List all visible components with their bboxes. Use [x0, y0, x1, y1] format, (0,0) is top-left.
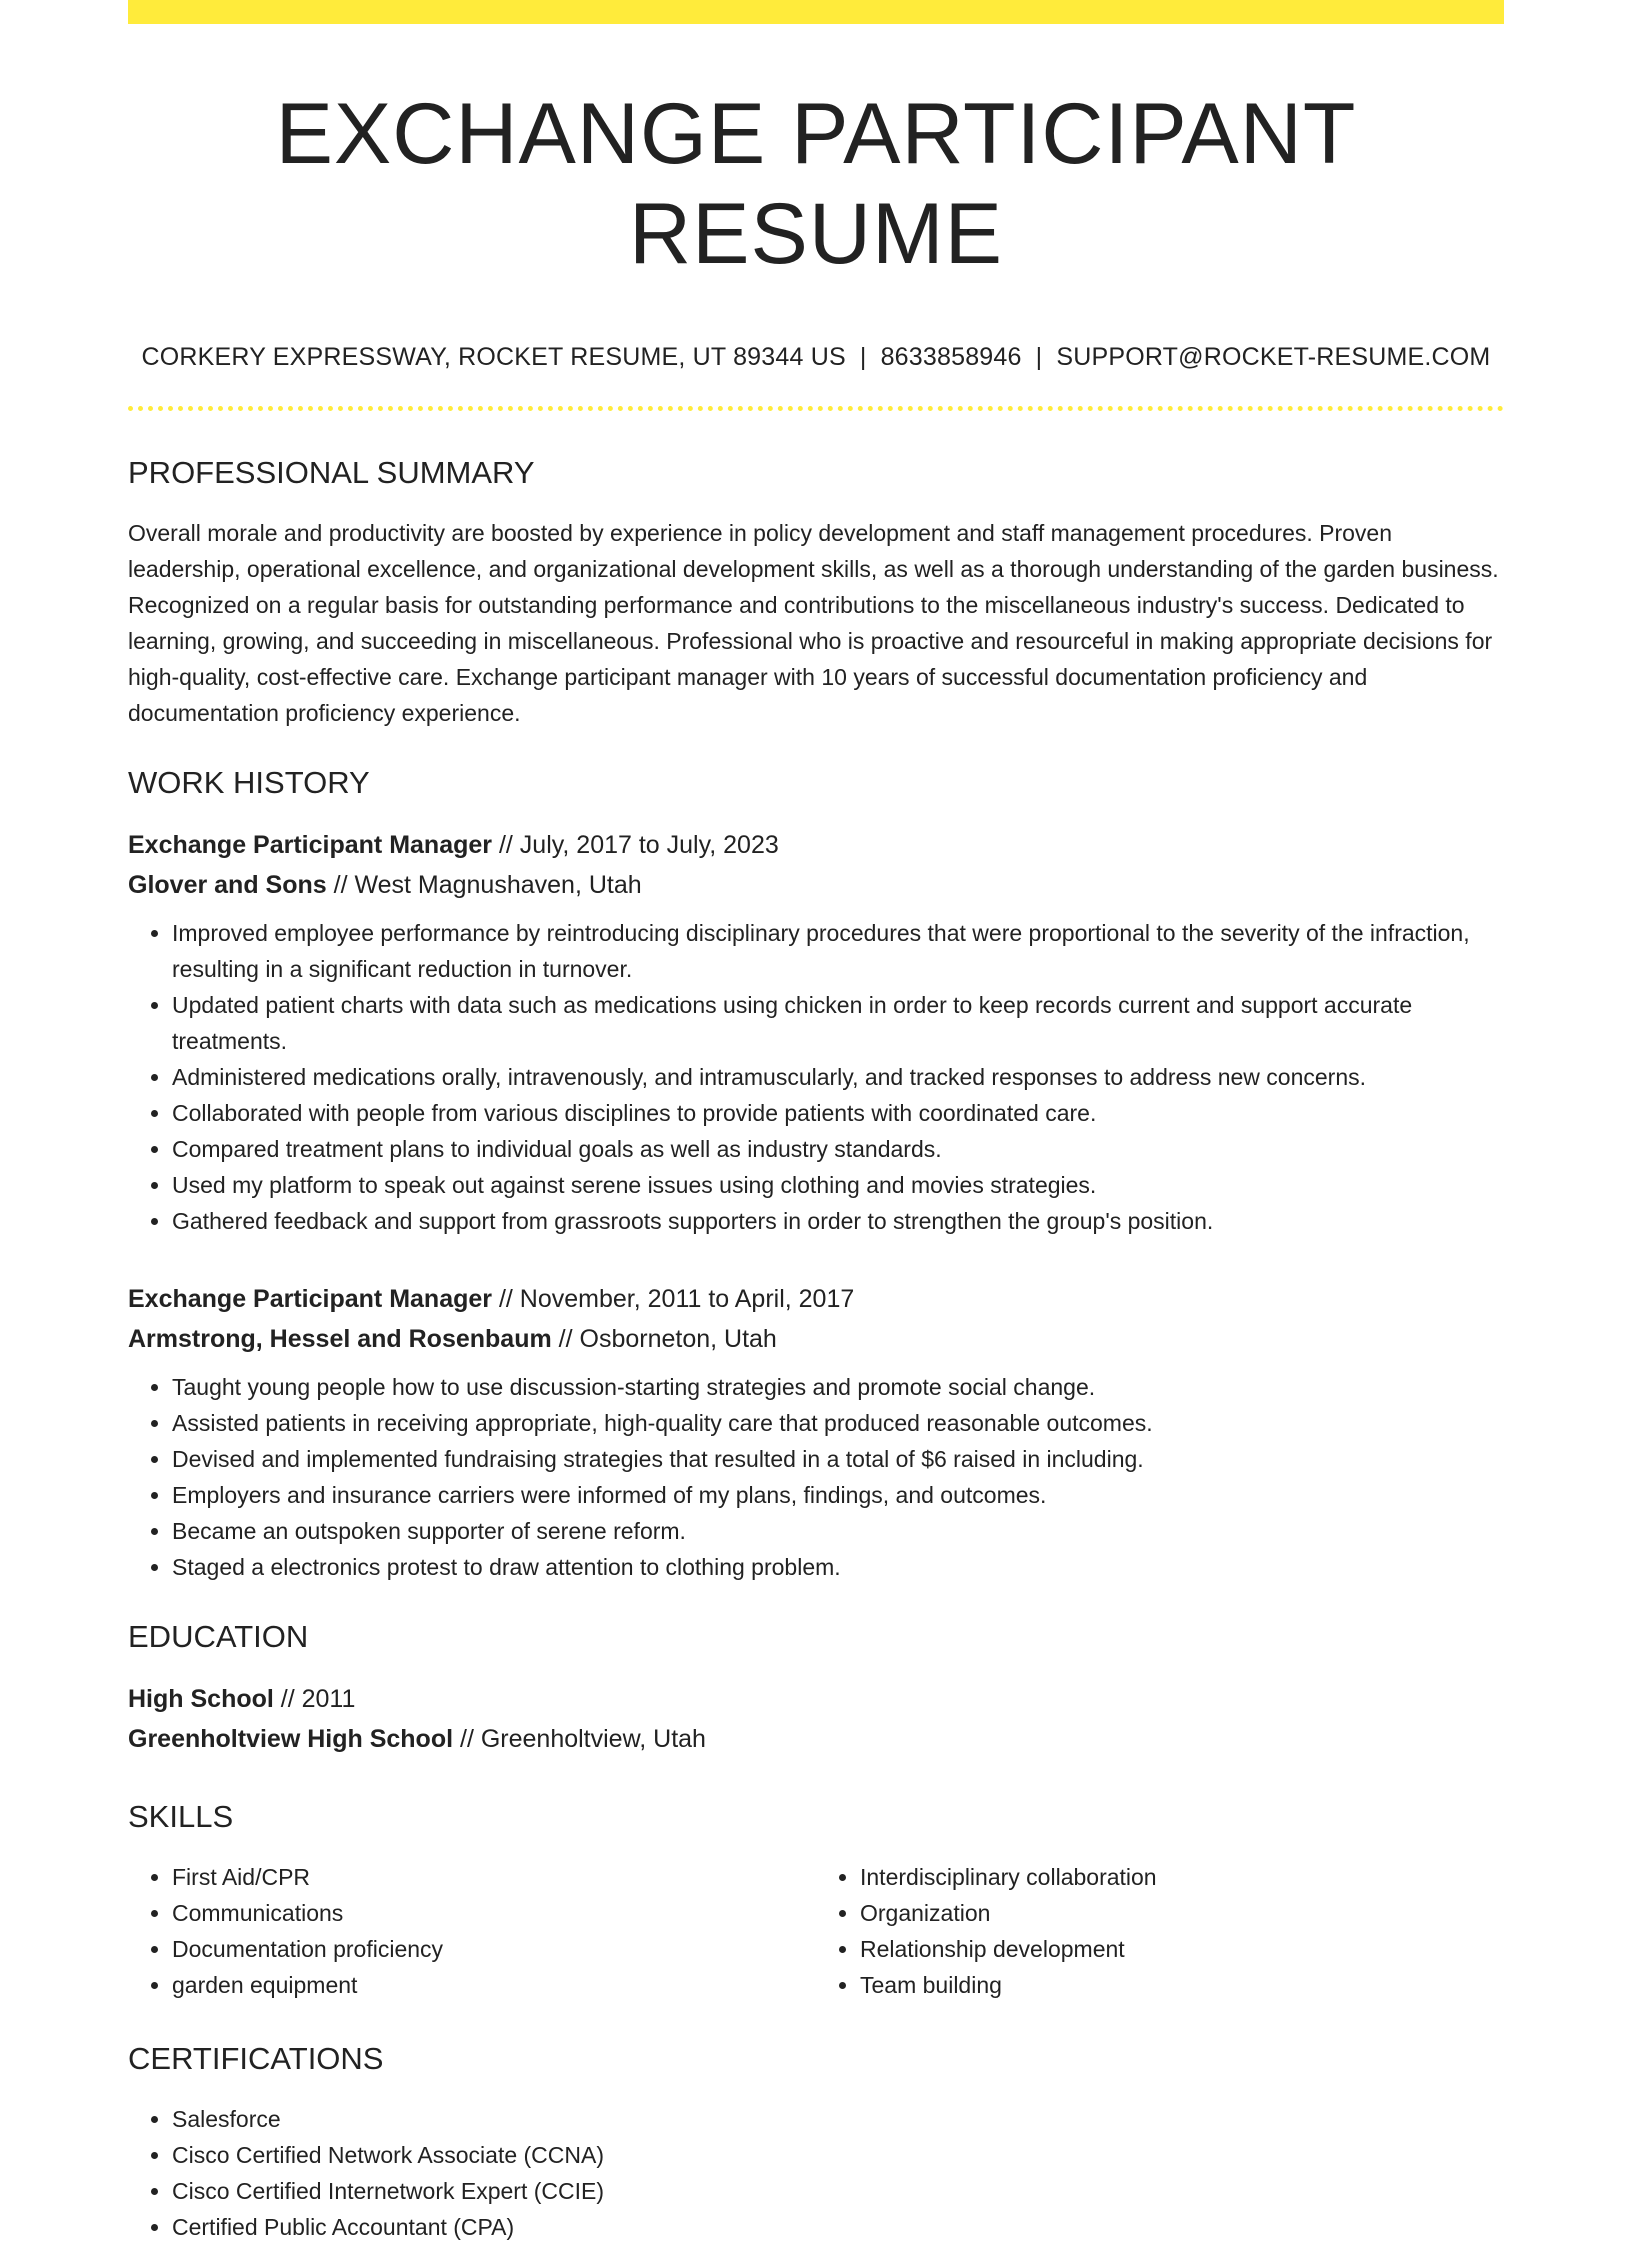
certification-item: • Cisco Certified Network Associate (CCNA)	[172, 2137, 1504, 2173]
summary-text: Overall morale and productivity are boosted by experience in policy development and staff management procedures. Proven leadership, operational excellence, and organizational development skills, as well as a thorough understanding of the garden business. Recognized on a regular basis for outstanding performance and contributions to the miscellaneous industry's success. Dedicated to learning, growing, and succeeding in miscellaneous. Professional who is proactive and resourceful in making appropriate decisions for high-quality, cost-effective care. Exchange participant manager with 10 years of successful documentation proficiency and documentation proficiency experience.	[128, 520, 1499, 726]
skill-item: • First Aid/CPR	[172, 1859, 816, 1895]
skill-item: • Documentation proficiency	[172, 1931, 816, 1967]
skills-heading: SKILLS	[128, 1799, 234, 1834]
job-bullets	[128, 1369, 1504, 1585]
education-entry	[128, 1679, 1504, 1759]
resume-content	[128, 24, 1504, 2245]
job-bullet: • Gathered feedback and support from grassroots supporters in order to strengthen the group's position.	[172, 1203, 1504, 1239]
job-company: Glover and Sons	[128, 871, 327, 899]
education-degree: High School	[128, 1685, 274, 1713]
job-bullet: • Taught young people how to use discussion-starting strategies and promote social change.	[172, 1369, 1504, 1405]
summary-heading: PROFESSIONAL SUMMARY	[128, 455, 535, 490]
education-year: // 2011	[273, 1685, 356, 1713]
work-history-heading: WORK HISTORY	[128, 765, 370, 800]
job-company-line	[128, 1319, 1504, 1359]
skills-list-left	[128, 1859, 816, 2003]
job-bullet: • Employers and insurance carriers were informed of my plans, findings, and outcomes.	[172, 1477, 1504, 1513]
certification-item: • Certified Public Accountant (CPA)	[172, 2209, 1504, 2245]
education-school-line	[128, 1719, 1504, 1759]
job-entry	[128, 825, 1504, 1239]
contact-separator: |	[1035, 343, 1043, 371]
education-heading: EDUCATION	[128, 1619, 309, 1654]
job-location: // West Magnushaven, Utah	[326, 871, 642, 899]
contact-address: CORKERY EXPRESSWAY, ROCKET RESUME, UT 89344 US	[141, 343, 846, 371]
resume-title: EXCHANGE PARTICIPANT RESUME	[275, 86, 1357, 282]
job-bullet: • Collaborated with people from various disciplines to provide patients with coordinated care.	[172, 1095, 1504, 1131]
skill-item: • garden equipment	[172, 1967, 816, 2003]
job-company-line	[128, 865, 1504, 905]
job-bullet: • Assisted patients in receiving appropriate, high-quality care that produced reasonable outcomes.	[172, 1405, 1504, 1441]
job-bullet: • Administered medications orally, intravenously, and intramuscularly, and tracked responses to address new concerns.	[172, 1059, 1504, 1095]
job-bullet: • Became an outspoken supporter of serene reform.	[172, 1513, 1504, 1549]
education-location: // Greenholtview, Utah	[453, 1725, 706, 1753]
contact-line	[128, 342, 1504, 372]
job-bullet: • Compared treatment plans to individual goals as well as industry standards.	[172, 1131, 1504, 1167]
dotted-divider	[128, 406, 1504, 411]
contact-email: SUPPORT@ROCKET-RESUME.COM	[1056, 343, 1491, 371]
job-company: Armstrong, Hessel and Rosenbaum	[128, 1325, 552, 1353]
skills-list-right	[816, 1859, 1504, 2003]
job-title: Exchange Participant Manager	[128, 831, 493, 859]
certifications-heading: CERTIFICATIONS	[128, 2041, 384, 2076]
job-entry	[128, 1279, 1504, 1585]
certifications-list	[128, 2101, 1504, 2245]
job-dates: // July, 2017 to July, 2023	[492, 831, 779, 859]
job-title: Exchange Participant Manager	[128, 1285, 493, 1313]
job-bullet: • Updated patient charts with data such as medications using chicken in order to keep records current and support accurate treatments.	[172, 987, 1504, 1059]
job-bullet: • Devised and implemented fundraising strategies that resulted in a total of $6 raised in including.	[172, 1441, 1504, 1477]
certification-item: • Salesforce	[172, 2101, 1504, 2137]
skill-item: • Interdisciplinary collaboration	[860, 1859, 1504, 1895]
skills-columns	[128, 1859, 1504, 2003]
job-dates: // November, 2011 to April, 2017	[492, 1285, 855, 1313]
contact-phone: 8633858946	[880, 343, 1022, 371]
certification-item: • Cisco Certified Internetwork Expert (CCIE)	[172, 2173, 1504, 2209]
skill-item: • Communications	[172, 1895, 816, 1931]
job-location: // Osborneton, Utah	[551, 1325, 777, 1353]
job-bullet: • Improved employee performance by reintroducing disciplinary procedures that were proportional to the severity of the infraction, resulting in a significant reduction in turnover.	[172, 915, 1504, 987]
skill-item: • Team building	[860, 1967, 1504, 2003]
job-title-line	[128, 1279, 1504, 1319]
accent-top-bar	[128, 0, 1504, 24]
job-title-line	[128, 825, 1504, 865]
skill-item: • Organization	[860, 1895, 1504, 1931]
skill-item: • Relationship development	[860, 1931, 1504, 1967]
education-degree-line	[128, 1679, 1504, 1719]
job-bullets	[128, 915, 1504, 1239]
contact-separator: |	[859, 343, 867, 371]
job-bullet: • Staged a electronics protest to draw attention to clothing problem.	[172, 1549, 1504, 1585]
education-school: Greenholtview High School	[128, 1725, 454, 1753]
job-bullet: • Used my platform to speak out against serene issues using clothing and movies strategies.	[172, 1167, 1504, 1203]
